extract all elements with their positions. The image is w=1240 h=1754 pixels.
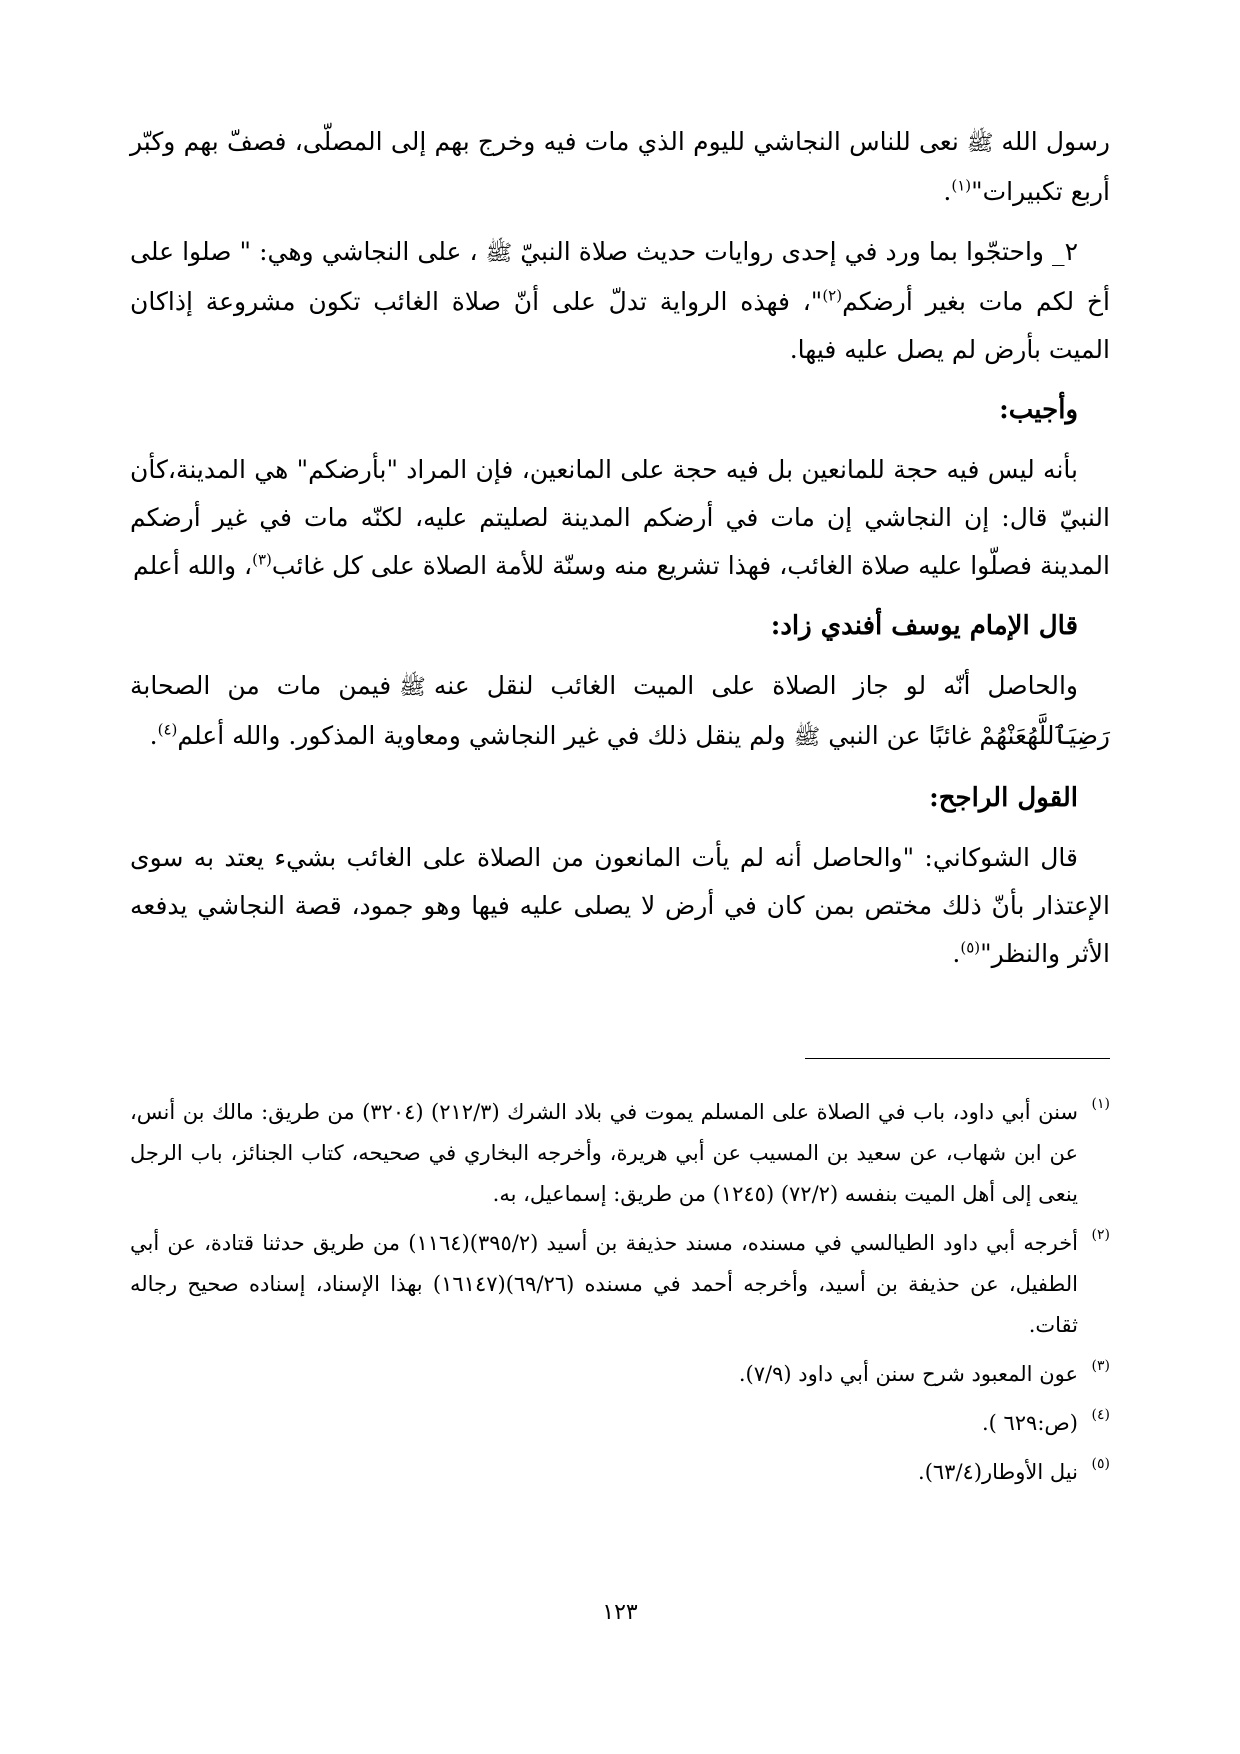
paragraph-argument-2 xyxy=(130,228,1110,374)
text-run: نعى للناس النجاشي لليوم الذي مات فيه وخرج بهم إلى المصلّى، فصفّ بهم وكبّر أربع تكبيرات" xyxy=(130,127,1110,206)
text-run: "، فهذه الرواية تدلّ على أنّ صلاة الغائب تكون مشروعة إذاكان الميت بأرض لم يصل عليه فيها. xyxy=(130,287,1110,364)
salawat-glyph: ﷺ xyxy=(399,675,426,700)
text-run: قال الشوكاني: "والحاصل أنه لم يأت المانعون من الصلاة على الغائب بشيء يعتد به سوى الإعتذار بأنّ ذلك مختص بمن كان في أرض لا يصلى عليه فيها وهو جمود، قصة النجاشي يدفعه الأثر والنظر" xyxy=(130,843,1110,968)
footnote-ref-5[interactable]: (٥) xyxy=(960,938,981,957)
footnote-item xyxy=(130,1223,1110,1346)
page-number: ١٢٣ xyxy=(602,1600,638,1625)
footnote-number: (١) xyxy=(1091,1096,1110,1112)
heading-answer: وأجيب: xyxy=(999,395,1078,425)
footnote-number: (٣) xyxy=(1091,1358,1110,1374)
heading-imam-yusuf: قال الإمام يوسف أفندي زاد: xyxy=(770,611,1078,641)
text-run: غائبًا عن النبي xyxy=(828,721,972,750)
footnote-ref-3[interactable]: (٣) xyxy=(252,550,272,569)
text-run: ، على النجاشي وهي: " صلوا على أخ لكم مات بغير أرضكم xyxy=(130,237,1110,316)
text-run: والحاصل أنّه لو جاز الصلاة على الميت الغائب لنقل عنه xyxy=(433,671,1078,700)
paragraph-hadith-najashi xyxy=(130,118,1110,216)
footnote-ref-2[interactable]: (٢) xyxy=(822,286,843,305)
salawat-glyph: ﷺ xyxy=(966,131,994,156)
text-run: . xyxy=(149,721,158,750)
footnote-text: سنن أبي داود، باب في الصلاة على المسلم يموت في بلاد الشرك (٢١٢/٣) (٣٢٠٤) من طريق: مالك بن أنس، عن ابن شهاب، عن سعيد بن المسيب عن أبي هريرة، وأخرجه البخاري في صحيحه، كتاب الجنائز، باب الرجل ينعى إلى أهل الميت بنفسه (٧٢/٢) (١٢٤٥) من طريق: إسماعيل، به. xyxy=(130,1100,1079,1206)
text-run: فيمن مات من الصحابة xyxy=(130,671,392,700)
text-run: ولم ينقل ذلك في غير النجاشي ومعاوية المذكور. والله أعلم xyxy=(177,721,786,750)
footnote-ref-1[interactable]: (١) xyxy=(951,176,972,195)
heading-rajih: القول الراجح: xyxy=(929,783,1078,813)
footnote-number: (٥) xyxy=(1091,1456,1110,1472)
paragraph-imam-yusuf xyxy=(130,662,1110,762)
footnote-separator xyxy=(805,1058,1110,1059)
main-text xyxy=(130,118,1110,990)
footnote-number: (٢) xyxy=(1091,1227,1110,1243)
paragraph-answer xyxy=(130,446,1110,590)
text-run: ، والله أعلم xyxy=(133,551,253,580)
footnote-text: عون المعبود شرح سنن أبي داود (٧/٩). xyxy=(738,1362,1078,1386)
text-run: . xyxy=(943,177,952,206)
footnote-text: أخرجه أبي داود الطيالسي في مسنده، مسند حذيفة بن أسيد (٣٩٥/٢)(١١٦٤) من طريق حدثنا قتادة، عن أبي الطفيل، عن حذيفة بن أسيد، وأخرجه أحمد في مسنده (٦٩/٢٦)(١٦١٤٧) بهذا الإسناد، إسناده صحيح رجاله ثقات. xyxy=(130,1231,1079,1337)
text-run: رسول الله xyxy=(1001,127,1110,156)
salawat-glyph: ﷺ xyxy=(793,725,821,750)
footnote-item xyxy=(130,1092,1110,1215)
text-run: . xyxy=(952,939,961,968)
paragraph-shawkani xyxy=(130,834,1110,978)
footnote-ref-4[interactable]: (٤) xyxy=(157,720,178,739)
footnote-text: نيل الأوطار(٦٣/٤). xyxy=(918,1460,1078,1484)
footnote-item xyxy=(130,1452,1110,1493)
text-run: ٢_ واحتجّوا بما ورد في إحدى روايات حديث صلاة النبيّ xyxy=(520,237,1078,266)
radiallahu-anhum-glyph: رَضِيَٱللَّهُعَنْهُمْ xyxy=(979,721,1110,750)
footnote-item xyxy=(130,1403,1110,1444)
footnote-item xyxy=(130,1354,1110,1395)
salawat-glyph: ﷺ xyxy=(485,241,513,266)
text-run: بأنه ليس فيه حجة للمانعين بل فيه حجة على المانعين، فإن المراد "بأرضكم" هي المدينة،كأن النبيّ قال: إن النجاشي إن مات في أرضكم المدينة لصليتم عليه، لكنّه مات في غير أرضكم المدينة فصلّوا عليه صلاة الغائب، فهذا تشريع منه وسنّة للأمة الصلاة على كل غائب xyxy=(130,455,1110,580)
footnote-number: (٤) xyxy=(1091,1407,1110,1423)
footnote-text: (ص:٦٢٩ ). xyxy=(981,1411,1078,1435)
footnotes-section xyxy=(130,1092,1110,1501)
